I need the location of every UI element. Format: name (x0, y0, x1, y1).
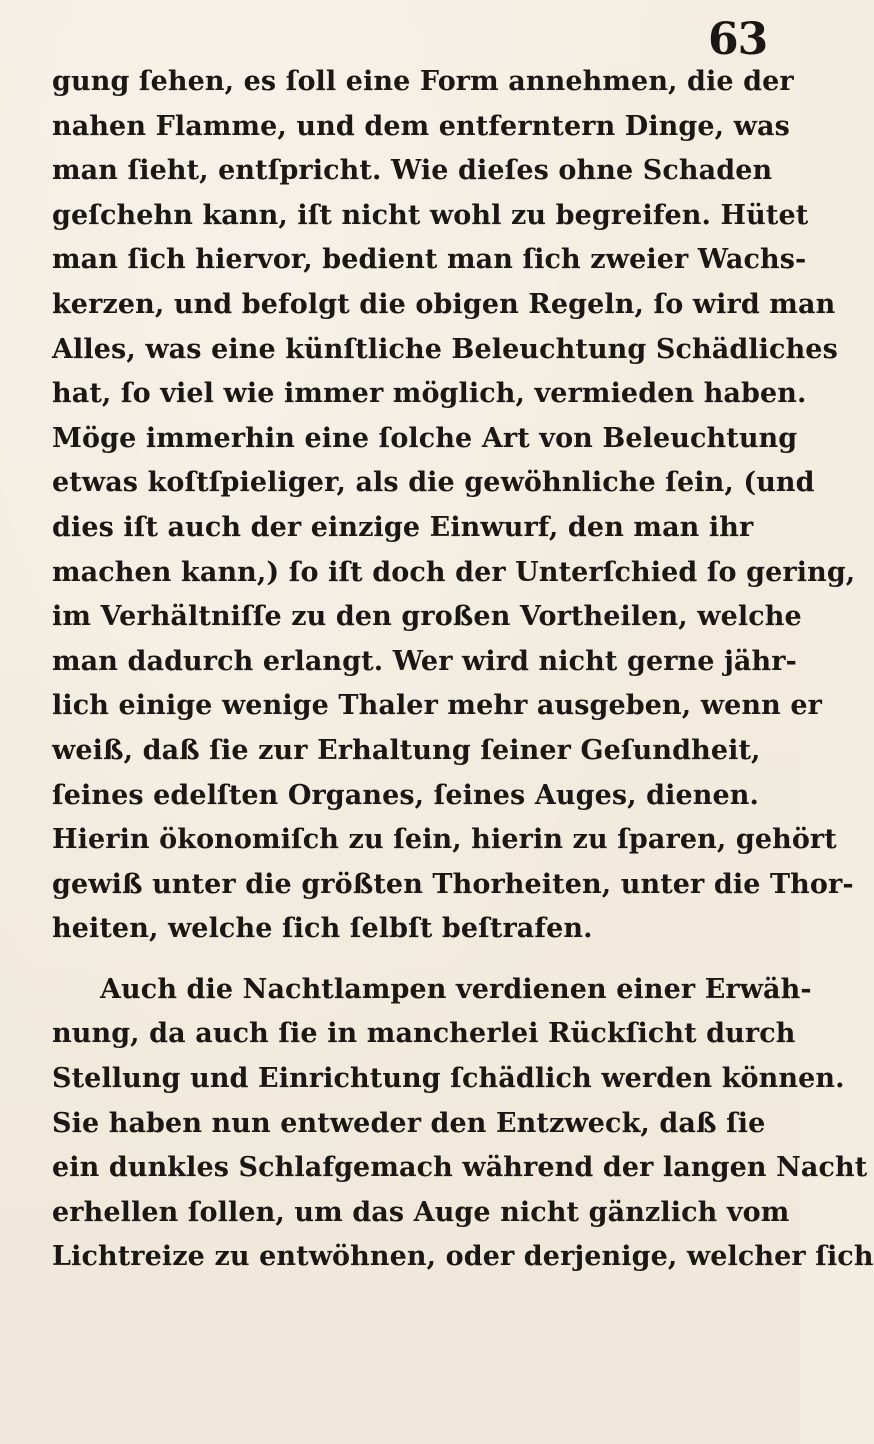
text-line: nahen Flamme, und dem entferntern Dinge, was (52, 110, 790, 142)
text-line: lich einige wenige Thaler mehr ausgeben, wenn er (52, 690, 822, 722)
text-line: ein dunkles Schlafgemach während der langen Nacht (52, 1152, 868, 1184)
text-line: gung ſehen, es ſoll eine Form annehmen, die der (52, 66, 794, 97)
text-line: hat, ſo viel wie immer möglich, vermieden haben. (52, 378, 807, 410)
text-line: machen kann,) ſo iſt doch der Unterſchied ſo gering, (52, 556, 856, 588)
paragraph (52, 60, 856, 952)
text-line: weiß, daß ſie zur Erhaltung ſeiner Geſundheit, (52, 734, 761, 766)
text-line: im Verhältniſſe zu den großen Vortheilen, welche (52, 601, 802, 633)
paragraph (52, 968, 874, 1280)
text-line: Hierin ökonomiſch zu ſein, hierin zu ſparen, gehört (52, 824, 837, 856)
text-line: man ſich hiervor, bedient man ſich zweier Wachs- (52, 244, 807, 276)
text-line: Lichtreize zu entwöhnen, oder derjenige, welcher ſich (52, 1241, 874, 1273)
text-line: heiten, welche ſich ſelbſt beſtrafen. (52, 913, 593, 945)
text-line: erhellen ſollen, um das Auge nicht gänzlich vom (52, 1196, 790, 1228)
text-line: geſchehn kann, iſt nicht wohl zu begreifen. Hütet (52, 199, 809, 231)
text-line: Auch die Nachtlampen verdienen einer Erwäh- (100, 973, 812, 1005)
page-number: 63 (708, 14, 768, 65)
body-text (52, 60, 874, 1280)
paragraph-gap (52, 952, 752, 968)
text-line: man dadurch erlangt. Wer wird nicht gerne jähr- (52, 645, 797, 677)
text-line: gewiß unter die größten Thorheiten, unter die Thor- (52, 868, 854, 900)
text-line: Alles, was eine künſtliche Beleuchtung Schädliches (52, 333, 838, 365)
text-line: etwas koſtſpieliger, als die gewöhnliche ſein, (und (52, 467, 815, 499)
text-line: Sie haben nun entweder den Entzweck, daß ſie (52, 1107, 766, 1139)
text-line: Stellung und Einrichtung ſchädlich werden können. (52, 1063, 845, 1095)
text-line: man ſieht, entſpricht. Wie dieſes ohne Schaden (52, 155, 773, 187)
text-line: nung, da auch ſie in mancherlei Rückſicht durch (52, 1018, 796, 1050)
text-line: dies iſt auch der einzige Einwurf, den man ihr (52, 511, 754, 543)
text-line: kerzen, und befolgt die obigen Regeln, ſo wird man (52, 288, 836, 320)
text-line: ſeines edelſten Organes, ſeines Auges, dienen. (52, 779, 760, 811)
text-line: Möge immerhin eine ſolche Art von Beleuchtung (52, 422, 798, 454)
